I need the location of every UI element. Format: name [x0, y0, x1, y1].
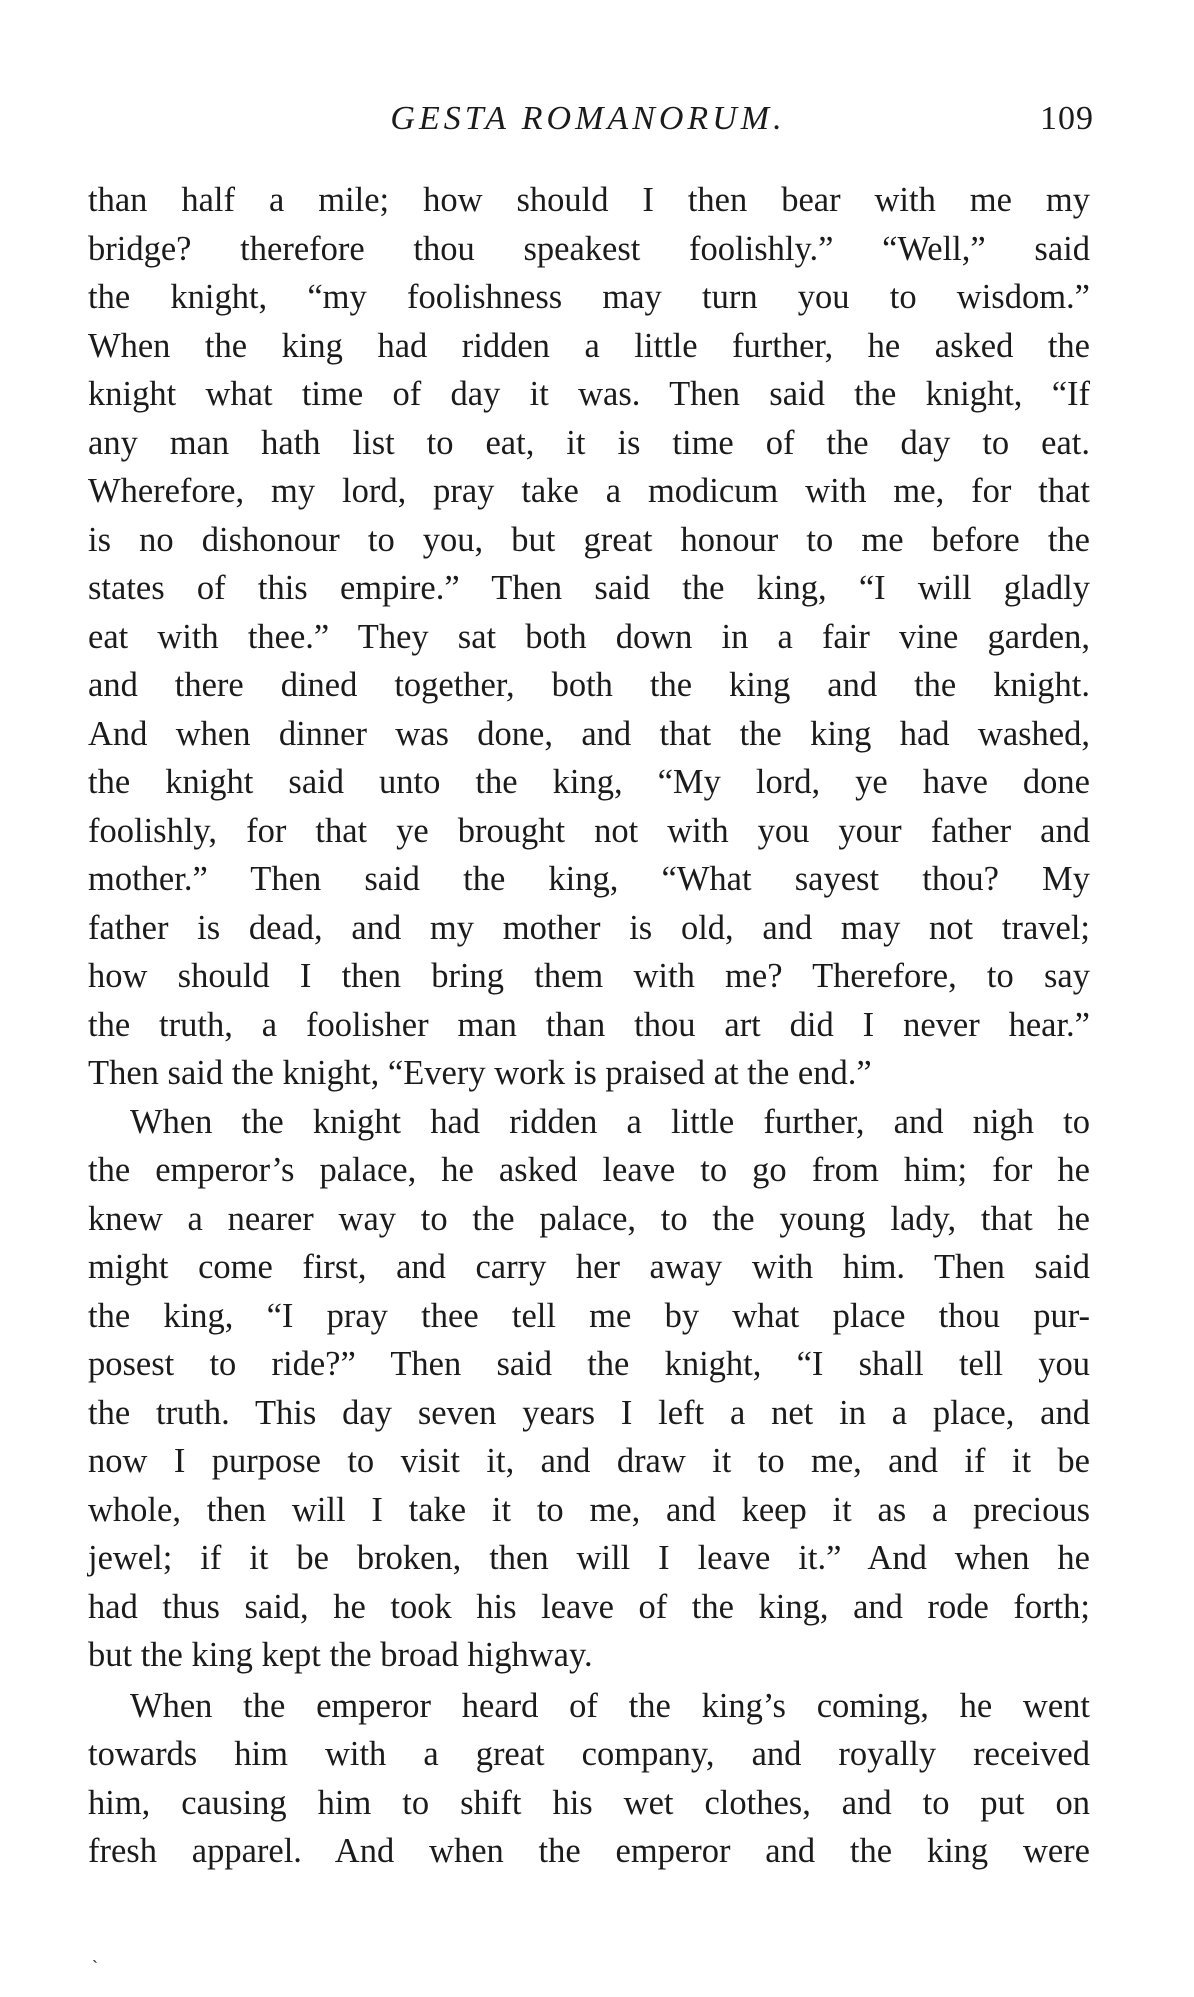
text-line: When the emperor heard of the king’s coming, he went	[130, 1686, 1090, 1725]
text-line: him, causing him to shift his wet clothes, and to put on	[88, 1783, 1090, 1822]
text-line: than half a mile; how should I then bear with me my	[88, 181, 1090, 219]
text-line: bridge? therefore thou speakest foolishly.” “Well,” said	[88, 229, 1090, 268]
text-line: knight what time of day it was. Then said the knight, “If	[88, 375, 1090, 413]
running-head	[88, 96, 1094, 142]
text-line: Wherefore, my lord, pray take a modicum with me, for that	[88, 472, 1090, 510]
running-title: GESTA ROMANORUM.	[390, 100, 786, 137]
text-line: fresh apparel. And when the emperor and the king were	[88, 1832, 1090, 1870]
text-line: the knight said unto the king, “My lord, ye have done	[88, 763, 1090, 801]
text-line: eat with thee.” They sat both down in a fair vine garden,	[88, 617, 1090, 656]
text-line: and there dined together, both the king and the knight.	[88, 666, 1090, 704]
text-line: When the king had ridden a little further, he asked the	[88, 326, 1090, 365]
text-line: the king, “I pray thee tell me by what place thou pur-	[88, 1296, 1090, 1335]
text-line: mother.” Then said the king, “What sayest thou? My	[88, 860, 1090, 898]
text-line: And when dinner was done, and that the king had washed,	[88, 714, 1090, 753]
text-line: Then said the knight, “Every work is praised at the end.”	[88, 1054, 872, 1092]
text-line: might come first, and carry her away with him. Then said	[88, 1248, 1090, 1286]
print-mark: ˋ	[92, 1957, 98, 1977]
paragraph	[88, 1098, 1090, 1680]
text-line: states of this empire.” Then said the king, “I will gladly	[88, 569, 1090, 607]
text-line: any man hath list to eat, it is time of the day to eat.	[88, 423, 1090, 462]
text-line: how should I then bring them with me? Therefore, to say	[88, 957, 1090, 995]
text-line: posest to ride?” Then said the knight, “I shall tell you	[88, 1345, 1090, 1383]
text-line: but the king kept the broad highway.	[88, 1636, 593, 1674]
text-line: father is dead, and my mother is old, and may not travel;	[88, 908, 1090, 947]
text-line: When the knight had ridden a little further, and nigh to	[130, 1102, 1090, 1141]
text-line: jewel; if it be broken, then will I leave it.” And when he	[88, 1539, 1090, 1577]
text-line: is no dishonour to you, but great honour to me before the	[88, 520, 1090, 559]
text-line: had thus said, he took his leave of the king, and rode forth;	[88, 1587, 1090, 1626]
text-line: the truth, a foolisher man than thou art did I never hear.”	[88, 1005, 1090, 1044]
text-line: towards him with a great company, and royally received	[88, 1735, 1090, 1773]
page-number: 109	[1040, 100, 1094, 137]
text-line: now I purpose to visit it, and draw it to me, and if it be	[88, 1442, 1090, 1480]
text-line: the emperor’s palace, he asked leave to go from him; for he	[88, 1151, 1090, 1189]
text-line: the knight, “my foolishness may turn you to wisdom.”	[88, 278, 1090, 316]
text-line: the truth. This day seven years I left a net in a place, and	[88, 1393, 1090, 1432]
paragraph	[88, 1682, 1090, 1876]
text-line: knew a nearer way to the palace, to the young lady, that he	[88, 1199, 1090, 1238]
paragraph	[88, 176, 1090, 1098]
text-line: foolishly, for that ye brought not with you your father and	[88, 811, 1090, 850]
text-line: whole, then will I take it to me, and keep it as a precious	[88, 1490, 1090, 1529]
body-text	[88, 176, 1090, 1876]
